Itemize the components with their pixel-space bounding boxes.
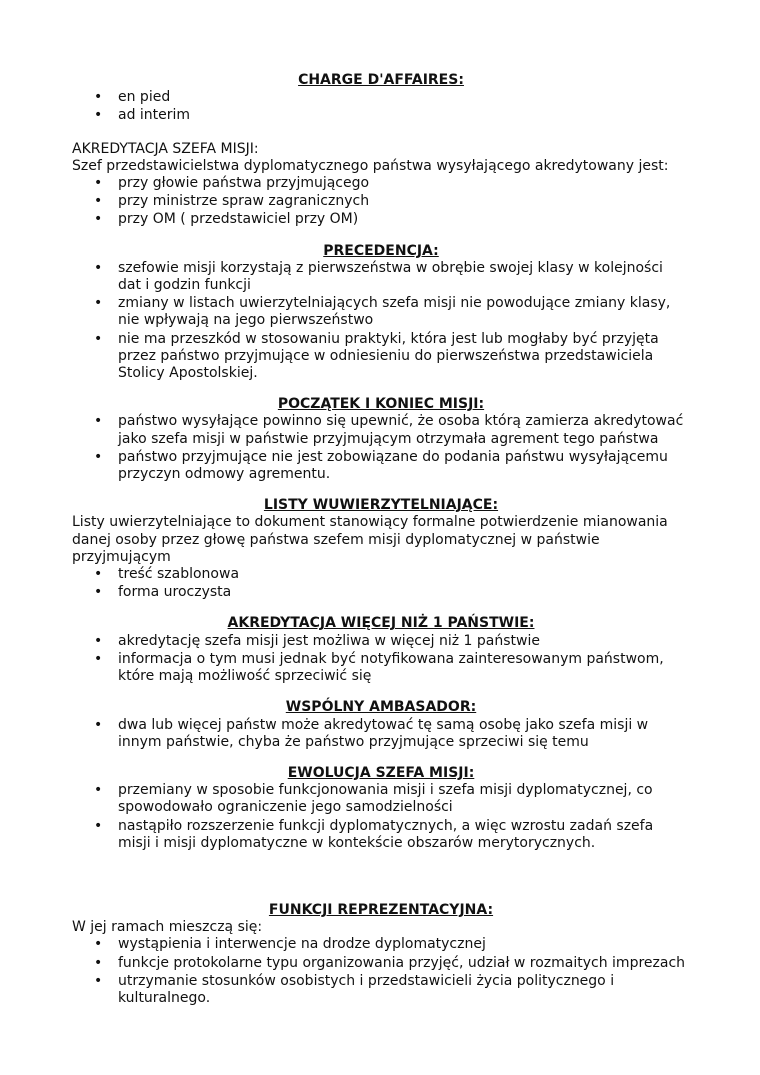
- bullet-icon: •: [94, 632, 103, 649]
- list-item: • wystąpienia i interwencje na drodze dyplomatycznej: [94, 936, 486, 953]
- bullet-icon: •: [94, 193, 103, 210]
- bullet-icon: •: [94, 716, 103, 733]
- list-ewolucja: [72, 782, 690, 852]
- list-precedencja: [72, 260, 690, 382]
- list-item: • nie ma przeszkód w stosowaniu praktyki, która jest lub mogłaby być przyjęta przez państwo przyjmujące w odniesieniu do pierwszeństwa przedstawiciela Stolicy Apostolskiej.: [94, 330, 659, 382]
- list-item: • przy głowie państwa przyjmującego: [94, 175, 370, 192]
- paragraph-listy-intro: Listy uwierzytelniające to dokument stanowiący formalne potwierdzenie mianowania danej osoby przez głowę państwa szefem misji dyplomatycznej w państwie przyjmującym: [72, 514, 668, 565]
- list-wiecej: [72, 633, 690, 686]
- list-item: • dwa lub więcej państw może akredytować tę samą osobę jako szefa misji w innym państwie, chyba że państwo przyjmujące sprzeciwi się temu: [94, 716, 649, 750]
- bullet-icon: •: [94, 972, 103, 989]
- list-item: • utrzymanie stosunków osobistych i przedstawicieli życia politycznego i kulturalnego.: [94, 972, 615, 1006]
- bullet-icon: •: [94, 584, 103, 601]
- list-item: • przy OM ( przedstawiciel przy OM): [94, 211, 359, 228]
- bullet-icon: •: [94, 650, 103, 667]
- list-item: • państwo przyjmujące nie jest zobowiązane do podania państwu wysyłającemu przyczyn odmowy agrementu.: [94, 448, 668, 483]
- bullet-icon: •: [94, 295, 103, 312]
- heading-wspolny-ambasador: WSPÓLNY AMBASADOR:: [285, 699, 477, 716]
- heading-poczatek-i-koniec-misji: POCZĄTEK I KONIEC MISJI:: [277, 396, 485, 413]
- heading-precedencja: PRECEDENCJA:: [323, 242, 439, 259]
- bullet-icon: •: [94, 107, 103, 124]
- list-item: • zmiany w listach uwierzytelniających szefa misji nie powodujące zmiany klasy, nie wpływają na jego pierwszeństwo: [94, 295, 671, 329]
- bullet-icon: •: [94, 817, 103, 834]
- list-wspolny: [72, 717, 690, 751]
- list-item: • przy ministrze spraw zagranicznych: [94, 193, 370, 210]
- list-item: • funkcje protokolarne typu organizowania przyjęć, udział w rozmaitych imprezach: [94, 954, 686, 971]
- heading-ewolucja-szefa-misji: EWOLUCJA SZEFA MISJI:: [287, 764, 475, 781]
- list-item: • informacja o tym musi jednak być notyfikowana zainteresowanym państwom, które mają możliwość sprzeciwić się: [94, 650, 664, 685]
- bullet-icon: •: [94, 330, 103, 347]
- paragraph-funkcji-intro: W jej ramach mieszczą się:: [72, 919, 263, 936]
- heading-funkcji-reprezentacyjna: FUNKCJI REPREZENTACYJNA:: [268, 901, 494, 918]
- heading-listy-uwierzytelniajace: LISTY WUWIERZYTELNIAJĄCE:: [263, 497, 499, 514]
- bullet-icon: •: [94, 259, 103, 276]
- list-item: • treść szablonowa: [94, 566, 240, 583]
- list-charge: [72, 89, 690, 124]
- list-item: • en pied: [94, 89, 171, 106]
- bullet-icon: •: [94, 175, 103, 192]
- heading-akredytacja-wiecej: AKREDYTACJA WIĘCEJ NIŻ 1 PAŃSTWIE:: [227, 615, 535, 632]
- bullet-icon: •: [94, 782, 103, 799]
- list-item: • nastąpiło rozszerzenie funkcji dyplomatycznych, a więc wzrostu zadań szefa misji i misji dyplomatyczne w kontekście obszarów merytorycznych.: [94, 817, 654, 851]
- bullet-icon: •: [94, 936, 103, 953]
- bullet-icon: •: [94, 211, 103, 228]
- list-item: • przemiany w sposobie funkcjonowania misji i szefa misji dyplomatycznej, co spowodowało ograniczenie jego samodzielności: [94, 782, 653, 816]
- list-item: • ad interim: [94, 107, 191, 124]
- list-poczatek: [72, 413, 690, 483]
- label-akredytacja-szefa-misji: AKREDYTACJA SZEFA MISJI:: [72, 140, 259, 157]
- bullet-icon: •: [94, 448, 103, 465]
- bullet-icon: •: [94, 566, 103, 583]
- list-item: • akredytację szefa misji jest możliwa w więcej niż 1 państwie: [94, 632, 540, 649]
- bullet-icon: •: [94, 954, 103, 971]
- list-akredytacja: [72, 175, 690, 229]
- heading-charge-daffaires: CHARGE D'AFFAIRES:: [298, 72, 464, 88]
- bullet-icon: •: [94, 413, 103, 430]
- list-funkcji: [72, 936, 690, 1007]
- paragraph-akredytacja-intro: Szef przedstawicielstwa dyplomatycznego państwa wysyłającego akredytowany jest:: [72, 157, 669, 174]
- list-listy: [72, 566, 690, 601]
- list-item: • państwo wysyłające powinno się upewnić, że osoba którą zamierza akredytować jako szefa misji w państwie przyjmującym otrzymała agrement tego państwa: [94, 413, 684, 447]
- list-item: • szefowie misji korzystają z pierwszeństwa w obrębie swojej klasy w kolejności dat i godzin funkcji: [94, 259, 663, 294]
- bullet-icon: •: [94, 89, 103, 106]
- list-item: • forma uroczysta: [94, 584, 232, 601]
